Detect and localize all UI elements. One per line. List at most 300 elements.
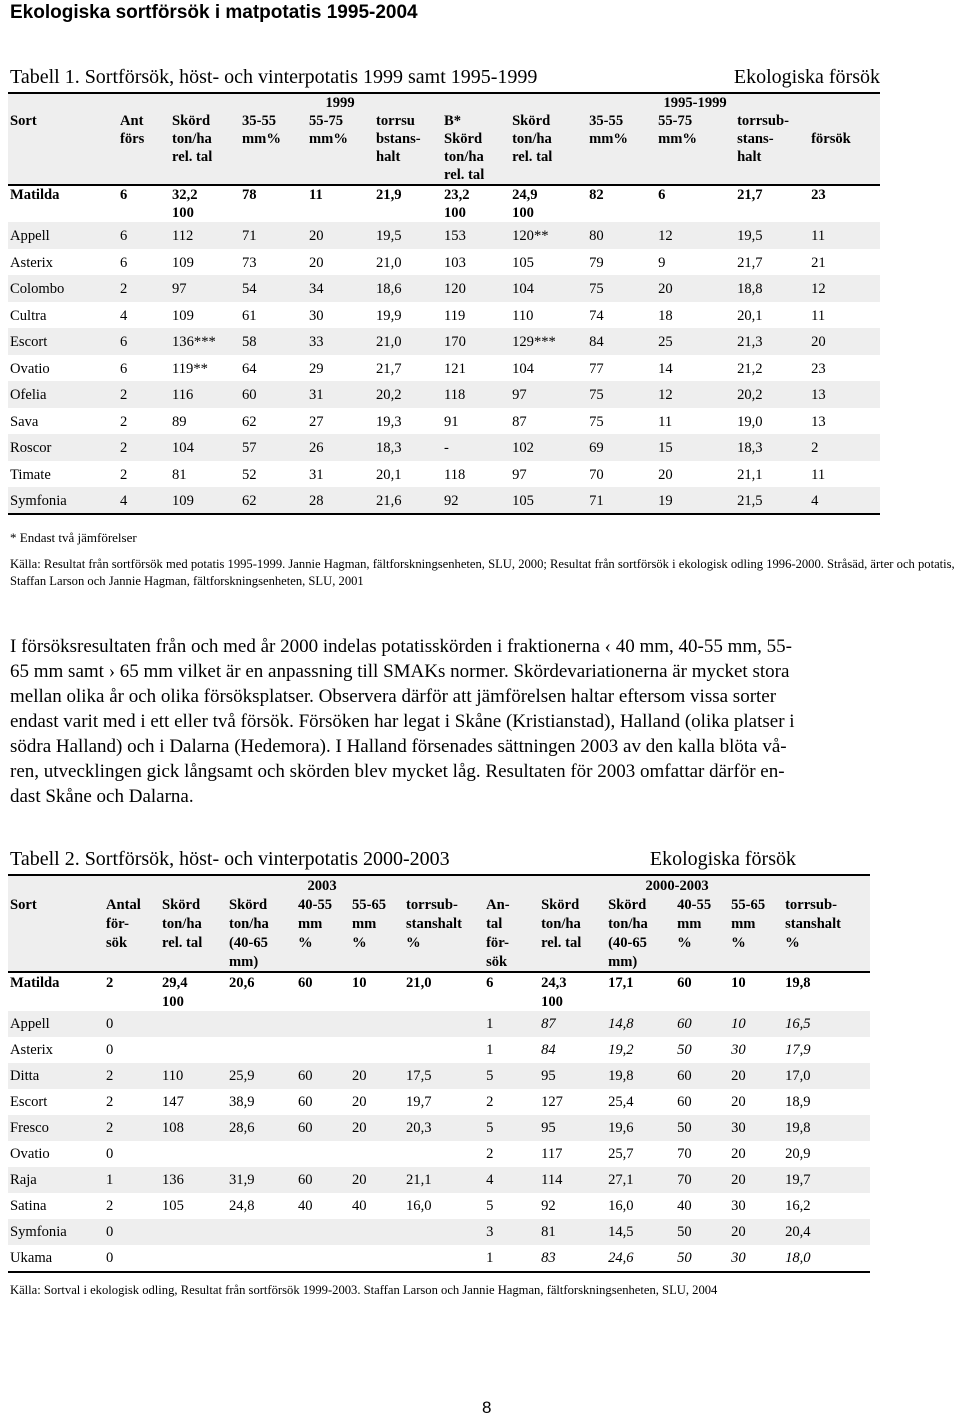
table-cell: 18,3: [735, 434, 809, 461]
table-cell: 3: [484, 1219, 539, 1245]
table-cell: 26: [307, 434, 374, 461]
table-cell: 40: [352, 1198, 367, 1214]
table-cell: 2: [106, 1094, 114, 1110]
table-cell: mm: [296, 914, 350, 933]
table-cell: 2: [120, 413, 128, 430]
table1-footnote: * Endast två jämförelser: [10, 530, 137, 545]
table-cell: %: [783, 933, 870, 952]
table-cell: rel. tal: [442, 166, 510, 185]
table-cell: 20: [350, 1115, 404, 1141]
table-cell: 52: [242, 466, 257, 483]
table-cell: mm: [675, 914, 729, 933]
table-row: [8, 1245, 870, 1272]
table-cell: 102: [510, 434, 587, 461]
table-cell: 119**: [172, 360, 208, 377]
table2-group-header: [8, 875, 870, 895]
table-cell: 21,9: [376, 187, 402, 203]
table-cell: 91: [444, 413, 459, 430]
table-cell: 0: [104, 1245, 160, 1272]
table-cell: 19,5: [735, 222, 809, 249]
paragraph-line: dast Skåne och Dalarna.: [10, 786, 194, 807]
table-cell: [160, 1141, 227, 1167]
table-cell: 21,7: [737, 254, 763, 271]
table-cell: 19,8: [606, 1063, 675, 1089]
table-cell: mm: [350, 914, 404, 933]
row-label-cell: Ovatio: [10, 360, 50, 377]
table-cell: 33: [307, 328, 374, 355]
table-cell: [783, 952, 870, 972]
table1-group-header: [8, 93, 880, 112]
row-label-cell: [8, 130, 118, 148]
table-cell: ton/ha: [606, 914, 675, 933]
table-cell: 21,0: [406, 975, 432, 991]
table-cell: 16,5: [783, 1011, 870, 1037]
table-cell: 100: [172, 205, 194, 221]
table-cell: [783, 992, 870, 1011]
table-cell: [404, 1245, 484, 1272]
table-cell: 27: [309, 413, 324, 430]
row-label-cell: [8, 933, 104, 952]
table-cell: Skörd: [510, 112, 587, 130]
table-cell: ton/ha: [227, 914, 296, 933]
table-cell: 73: [242, 254, 257, 271]
table-cell: 105: [162, 1198, 184, 1214]
table-cell: [227, 1037, 296, 1063]
table1-header-row: [8, 148, 880, 166]
table-cell: torrsub-: [404, 895, 484, 914]
table-cell: 104: [512, 360, 534, 377]
table-row: [8, 408, 880, 435]
table-cell: [350, 1037, 404, 1063]
table-cell: 121: [444, 360, 466, 377]
table-cell: torrsu: [374, 112, 442, 130]
table-cell: 25,9: [227, 1063, 296, 1089]
table-cell: [404, 1141, 484, 1167]
table-cell: 6: [120, 187, 128, 203]
table1-header-row: [8, 166, 880, 185]
table-cell: 19,6: [606, 1115, 675, 1141]
table-cell: 20: [350, 1063, 404, 1089]
table-row: [8, 249, 880, 276]
table-cell: %: [296, 933, 350, 952]
table-cell: 30: [731, 1198, 746, 1214]
table-cell: 4: [118, 487, 170, 514]
table-cell: 60: [240, 381, 307, 408]
table-cell: 21,5: [735, 487, 809, 514]
table-cell: 89: [172, 413, 187, 430]
table-cell: 100: [444, 205, 466, 221]
table-cell: 95: [539, 1115, 606, 1141]
table-cell: 153: [442, 222, 510, 249]
table-row: [8, 204, 880, 222]
table-cell: 20: [729, 1063, 783, 1089]
table-cell: 21,7: [737, 187, 763, 203]
table-cell: stanshalt: [404, 914, 484, 933]
table-cell: 105: [510, 487, 587, 514]
table-cell: rel. tal: [510, 148, 587, 166]
table-cell: rel. tal: [539, 933, 606, 952]
table-cell: 136***: [170, 328, 240, 355]
table-cell: 20,1: [737, 307, 763, 324]
table-cell: 109: [172, 307, 194, 324]
table-cell: 20,3: [404, 1115, 484, 1141]
table-cell: [374, 204, 442, 222]
table-cell: 17,5: [404, 1063, 484, 1089]
table-cell: 120**: [510, 222, 587, 249]
table-cell: 25: [656, 328, 735, 355]
table-cell: [240, 166, 307, 185]
table-cell: 104: [510, 275, 587, 302]
table-cell: 74: [589, 307, 604, 324]
table-cell: [587, 204, 656, 222]
table-cell: 11: [811, 466, 826, 483]
table-cell: [350, 1219, 404, 1245]
table-cell: 50: [675, 1219, 729, 1245]
table-cell: 95: [539, 1063, 606, 1089]
table-cell: 32,2: [172, 187, 198, 203]
table-cell: 69: [587, 434, 656, 461]
table-cell: 28: [307, 487, 374, 514]
column-group-header: 2000-2003: [484, 875, 870, 895]
table-cell: 28,6: [227, 1115, 296, 1141]
table-cell: 114: [539, 1167, 606, 1193]
table-cell: mm%: [587, 130, 656, 148]
table-cell: Skörd: [606, 895, 675, 914]
table-cell: [404, 1219, 484, 1245]
table-cell: 6: [120, 360, 128, 377]
spacer-cell: [8, 93, 170, 112]
table-cell: ton/ha: [539, 914, 606, 933]
table-cell: 62: [240, 487, 307, 514]
table-row: [8, 302, 880, 329]
paragraph-line: endast varit med i ett eller två försök. Försöken har legat i Skåne (Kristianstad), Halland (olika platser i: [10, 711, 795, 732]
table-cell: 20: [656, 275, 735, 302]
table-cell: 20,1: [376, 466, 402, 483]
table-cell: [404, 1037, 484, 1063]
table-cell: 87: [512, 413, 527, 430]
table-cell: 6: [658, 187, 666, 203]
table-cell: [374, 166, 442, 185]
table-cell: [104, 992, 160, 1011]
table-cell: 19,9: [376, 307, 402, 324]
table2-header-row: [8, 952, 870, 972]
table-cell: tal: [484, 914, 539, 933]
table-cell: 119: [444, 307, 466, 324]
table-cell: bstans-: [374, 130, 442, 148]
table-cell: 14,8: [606, 1011, 675, 1037]
table-cell: 57: [240, 434, 307, 461]
row-label-cell: Timate: [10, 466, 51, 483]
table-row: [8, 1193, 870, 1219]
table-cell: 34: [307, 275, 374, 302]
row-label-cell: [8, 914, 104, 933]
table-cell: [160, 952, 227, 972]
table-cell: [350, 1245, 404, 1272]
table-row: [8, 1063, 870, 1089]
table-cell: 23,2: [444, 187, 470, 203]
table-cell: 29,4: [162, 975, 188, 991]
table-cell: [160, 1245, 227, 1272]
table-cell: 18,8: [735, 275, 809, 302]
table-cell: 6: [118, 328, 170, 355]
table-cell: 24,9: [512, 187, 538, 203]
table-cell: [729, 952, 783, 972]
table-cell: 20,2: [374, 381, 442, 408]
table-cell: sök: [104, 933, 160, 952]
page-title: Ekologiska sortförsök i matpotatis 1995-2004: [10, 2, 418, 23]
table-row: [8, 487, 880, 514]
table-cell: 15: [656, 434, 735, 461]
table-cell: 23: [811, 360, 826, 377]
table-cell: [404, 992, 484, 1011]
row-label-cell: Ofelia: [8, 381, 118, 408]
row-label-cell: Matilda: [10, 187, 60, 203]
table-cell: 103: [444, 254, 466, 271]
row-label-cell: Colombo: [8, 275, 118, 302]
row-label-cell: Sort: [8, 895, 104, 914]
row-label-cell: Symfonia: [8, 487, 118, 514]
table-cell: 6: [118, 222, 170, 249]
table-cell: 117: [541, 1146, 563, 1162]
table-cell: 19,3: [376, 413, 402, 430]
table-cell: [118, 166, 170, 185]
table-cell: [587, 148, 656, 166]
body-paragraph: [10, 634, 950, 809]
table-cell: [735, 204, 809, 222]
table-cell: 5: [484, 1063, 539, 1089]
table-cell: [307, 204, 374, 222]
table-cell: 23: [811, 187, 826, 203]
table-cell: 2: [106, 975, 114, 991]
table-cell: 81: [172, 466, 187, 483]
table-cell: 50: [677, 1042, 692, 1058]
table-cell: 21,3: [735, 328, 809, 355]
table-cell: halt: [735, 148, 809, 166]
row-label-cell: Escort: [8, 328, 118, 355]
table-cell: [296, 1245, 350, 1272]
table-cell: 20: [352, 1094, 367, 1110]
table-row: [8, 1089, 870, 1115]
table-cell: [240, 148, 307, 166]
table-cell: [656, 148, 735, 166]
table-cell: mm%: [307, 130, 374, 148]
table-cell: 35-55: [587, 112, 656, 130]
table-cell: 92: [541, 1198, 556, 1214]
table-cell: 81: [539, 1219, 606, 1245]
table-cell: 21,7: [376, 360, 402, 377]
table-cell: ton/ha: [510, 130, 587, 148]
table-cell: torrsub-: [735, 112, 809, 130]
table-cell: 71: [587, 487, 656, 514]
table-cell: 120: [442, 275, 510, 302]
table-cell: 20,4: [783, 1219, 870, 1245]
table-cell: Skörd: [160, 895, 227, 914]
table2-caption: [10, 848, 796, 871]
table-cell: [350, 1141, 404, 1167]
table-cell: 20,9: [785, 1146, 811, 1162]
table-cell: mm%: [656, 130, 735, 148]
row-label-cell: [8, 992, 104, 1011]
table-cell: [296, 1011, 350, 1037]
table-cell: %: [350, 933, 404, 952]
table-cell: [350, 952, 404, 972]
table-cell: 75: [587, 381, 656, 408]
table-cell: för-: [104, 914, 160, 933]
row-label-cell: Escort: [10, 1094, 48, 1110]
table-cell: 21,1: [737, 466, 763, 483]
table-cell: 60: [675, 1011, 729, 1037]
table-cell: 30: [309, 307, 324, 324]
table-cell: 18: [658, 307, 673, 324]
table-cell: ton/ha: [442, 148, 510, 166]
table-cell: 19,8: [783, 1115, 870, 1141]
table-cell: 109: [170, 487, 240, 514]
table-cell: [227, 992, 296, 1011]
table-cell: 84: [587, 328, 656, 355]
table-cell: 100: [162, 994, 184, 1010]
table-cell: 62: [242, 413, 257, 430]
table-row: [8, 381, 880, 408]
row-label-cell: Asterix: [10, 254, 53, 271]
table-cell: 170: [442, 328, 510, 355]
row-label-cell: [8, 166, 118, 185]
table-cell: 4: [484, 1167, 539, 1193]
table-cell: [606, 992, 675, 1011]
row-label-cell: [8, 204, 118, 222]
table-cell: 5: [486, 1198, 494, 1214]
row-label-cell: Sava: [10, 413, 39, 430]
table-cell: 25,7: [608, 1146, 634, 1162]
table-cell: [160, 1219, 227, 1245]
table-cell: 110: [160, 1063, 227, 1089]
table-cell: 29: [309, 360, 324, 377]
table-cell: 60: [677, 975, 692, 991]
table-cell: stans-: [735, 130, 809, 148]
table-cell: försök: [809, 130, 880, 148]
table-cell: B*: [442, 112, 510, 130]
table-cell: [227, 1141, 296, 1167]
paragraph-line: södra Halland) och i Dalarna (Hedemora). I Halland försenades sättningen 2003 av den kalla blöta vå-: [10, 736, 787, 757]
table-cell: 108: [160, 1115, 227, 1141]
table-cell: [296, 1037, 350, 1063]
table-cell: [809, 166, 880, 185]
table-cell: -: [442, 434, 510, 461]
table-cell: (40-65: [606, 933, 675, 952]
table1-caption-right: Ekologiska försök: [733, 66, 880, 88]
table-cell: 2: [120, 466, 128, 483]
table2-header-row: [8, 933, 870, 952]
table-cell: 71: [240, 222, 307, 249]
table1-header-row: [8, 130, 880, 148]
table-cell: [296, 1141, 350, 1167]
table-cell: 109: [172, 254, 194, 271]
table-cell: 11: [658, 413, 673, 430]
row-label-cell: Satina: [10, 1198, 47, 1214]
table-cell: 92: [442, 487, 510, 514]
table-cell: 0: [106, 1146, 114, 1162]
table-cell: 6: [486, 975, 494, 991]
table-cell: 110: [512, 307, 534, 324]
table-cell: 54: [240, 275, 307, 302]
table-cell: Skörd: [227, 895, 296, 914]
table-cell: 84: [541, 1042, 556, 1058]
table-cell: torrsub-: [783, 895, 870, 914]
table-cell: [296, 992, 350, 1011]
table-cell: 20: [729, 1167, 783, 1193]
spacer-cell: [8, 875, 160, 895]
table-row: [8, 1167, 870, 1193]
table-cell: 19,2: [608, 1042, 634, 1058]
table-cell: 11: [811, 307, 826, 324]
table1-caption: [10, 66, 880, 89]
table-cell: [735, 166, 809, 185]
table-cell: (40-65: [227, 933, 296, 952]
table-cell: [350, 992, 404, 1011]
table-cell: 1: [104, 1167, 160, 1193]
table-cell: [404, 1011, 484, 1037]
table2-header-row: [8, 895, 870, 914]
table-cell: 87: [539, 1011, 606, 1037]
table-cell: [656, 166, 735, 185]
table-cell: 1: [486, 1042, 494, 1058]
row-label-cell: Asterix: [10, 1042, 53, 1058]
table-cell: 16,2: [785, 1198, 811, 1214]
table-cell: 40-55: [675, 895, 729, 914]
table1-caption-text: Tabell 1. Sortförsök, höst- och vinterpotatis 1999 samt 1995-1999: [10, 66, 538, 88]
table-cell: rel. tal: [170, 148, 240, 166]
row-label-cell: Fresco: [8, 1115, 104, 1141]
table-cell: 70: [589, 466, 604, 483]
table-row: [8, 461, 880, 488]
table-cell: 70: [675, 1167, 729, 1193]
table-cell: 10: [729, 1011, 783, 1037]
table-cell: 18,6: [374, 275, 442, 302]
table-cell: 1: [484, 1011, 539, 1037]
table-cell: [809, 112, 880, 130]
table-cell: 83: [539, 1245, 606, 1272]
table-row: [8, 972, 870, 992]
table2-caption-right: Ekologiska försök: [649, 848, 796, 870]
table-cell: 11: [809, 222, 880, 249]
table-cell: 20,2: [735, 381, 809, 408]
table-cell: %: [675, 933, 729, 952]
table-cell: halt: [374, 148, 442, 166]
table-cell: [656, 204, 735, 222]
table-row: [8, 328, 880, 355]
table-cell: 19,7: [406, 1094, 432, 1110]
table-cell: 20: [309, 254, 324, 271]
table-cell: 60: [675, 1063, 729, 1089]
table-cell: 129***: [510, 328, 587, 355]
table-cell: 30: [729, 1245, 783, 1272]
table2-source: Källa: Sortval i ekologisk odling, Resultat från sortförsök 1999-2003. Staffan Larson och Jannie Hagman, fältforskningsenheten, SLU, 2004: [10, 1283, 718, 1297]
table-cell: 60: [296, 1063, 350, 1089]
table-cell: sök: [484, 952, 539, 972]
table-cell: [307, 166, 374, 185]
table-cell: 40-55: [296, 895, 350, 914]
paragraph-line: I försöksresultaten från och med år 2000 indelas potatisskörden i fraktionerna ‹ 40 mm, 40-55 mm, 55-: [10, 636, 792, 657]
table-cell: 19,7: [783, 1167, 870, 1193]
column-group-header: 1999: [170, 93, 510, 112]
table-row: [8, 1219, 870, 1245]
table-cell: [118, 204, 170, 222]
table-cell: 0: [104, 1219, 160, 1245]
table-cell: 112: [170, 222, 240, 249]
table-cell: 16,0: [608, 1198, 634, 1214]
table-cell: 2: [486, 1094, 494, 1110]
table-cell: 2: [809, 434, 880, 461]
table-cell: 104: [170, 434, 240, 461]
